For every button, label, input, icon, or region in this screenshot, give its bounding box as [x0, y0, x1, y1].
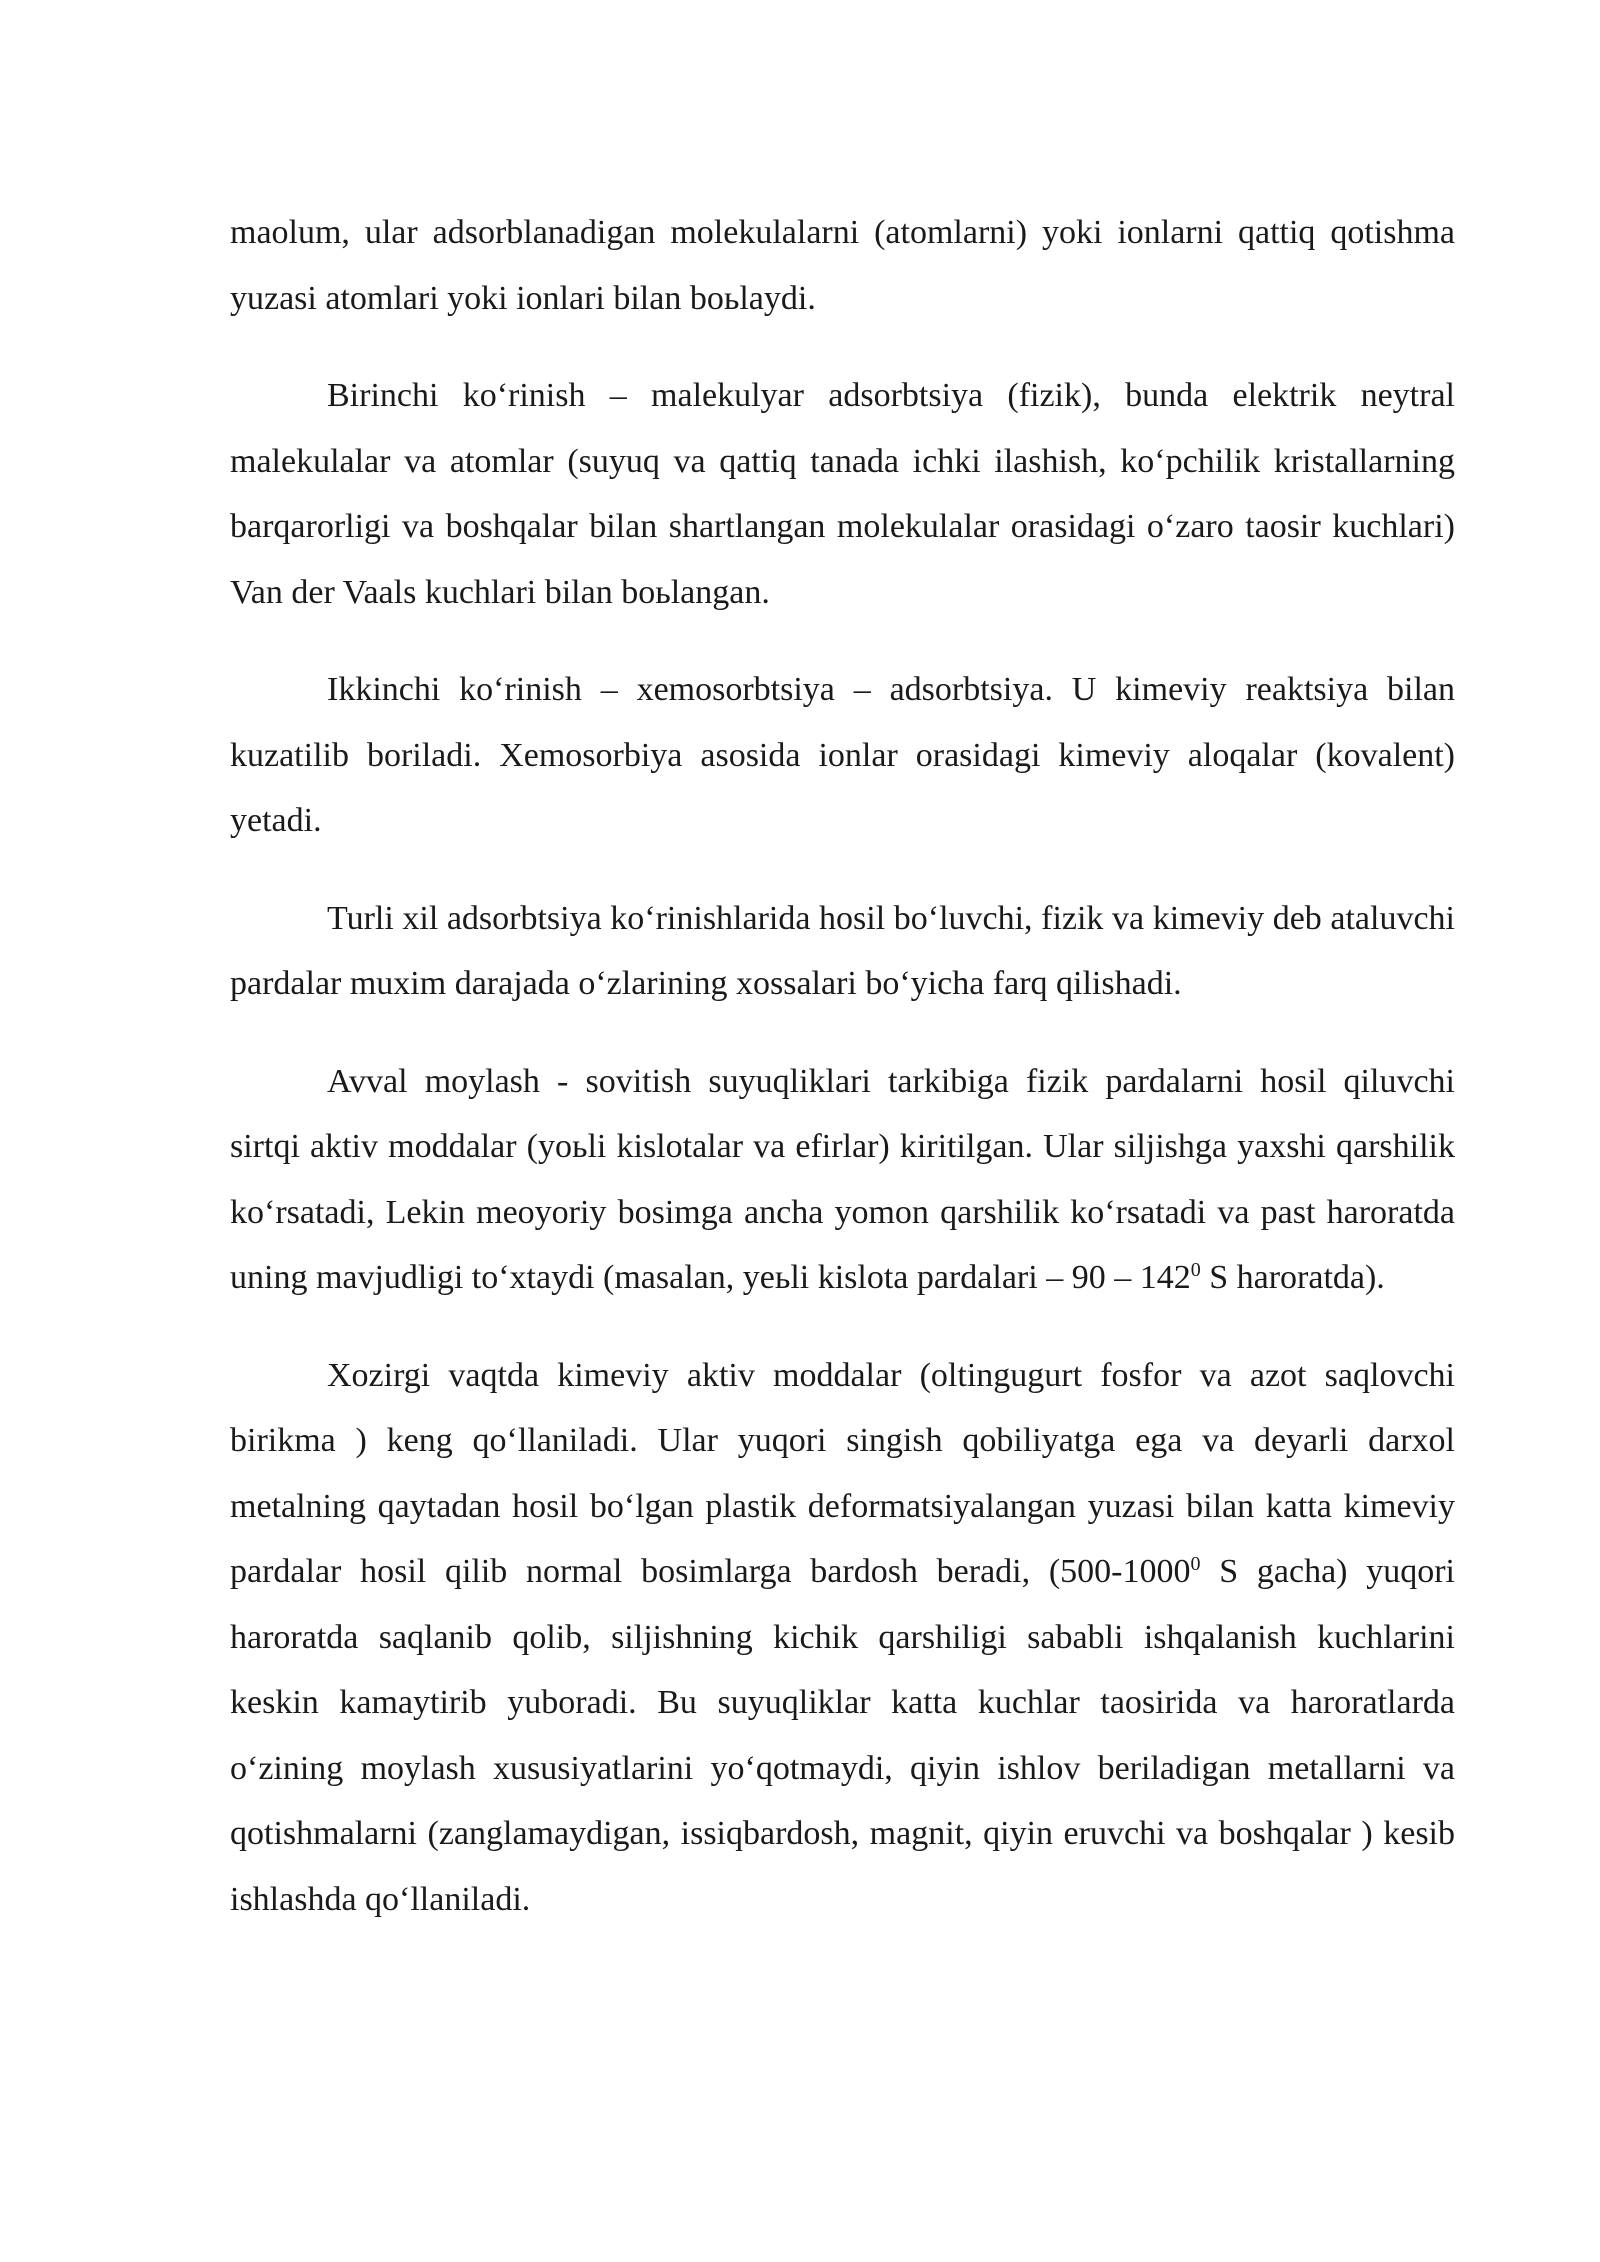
- paragraph-chemically-active-substances: [230, 1343, 1455, 1933]
- document-page: [230, 200, 1455, 1964]
- degree-superscript: 0: [1190, 1553, 1201, 1575]
- paragraph-text-tail: S gacha) yuqori haroratda saqlanib qolib, siljishning kichik qarshiligi sababli ishqalanish kuchlarini keskin kamaytirib yuboradi. Bu suyuqliklar katta kuchlar taosirida va haroratlarda o‘zining moylash xususiyatlarini yo‘qotmaydi, qiyin ishlov beriladigan metallarni va qotishmalarni (zanglamaydigan, issiqbardosh, magnit, qiyin eruvchi va boshqalar ) kesib ishlashda qo‘llaniladi.: [230, 1553, 1455, 1918]
- paragraph-coolant-physical-films: [230, 1049, 1455, 1311]
- degree-superscript: 0: [1190, 1259, 1201, 1281]
- paragraph-text-tail: S haroratda).: [1200, 1259, 1385, 1296]
- paragraph-intro: maolum, ular adsorblanadigan molekulalarni (atomlarni) yoki ionlarni qattiq qotishma yuzasi atomlari yoki ionlari bilan boьlaydi.: [230, 214, 1455, 317]
- paragraph-text: Xozirgi vaqtda kimeviy aktiv moddalar (oltingugurt fosfor va azot saqlovchi birikma ) keng qo‘llaniladi. Ular yuqori singish qobiliyatga ega va deyarli darxol metalning qaytadan hosil bo‘lgan plastik deformatsiyalangan yuzasi bilan katta kimeviy pardalar hosil qilib normal bosimlarga bardosh beradi, (500-1000: [230, 1356, 1455, 1590]
- paragraph-text: Avval moylash - sovitish suyuqliklari tarkibiga fizik pardalarni hosil qiluvchi sirtqi aktiv moddalar (yoьli kislotalar va efirlar) kiritilgan. Ular siljishga yaxshi qarshilik ko‘rsatadi, Lekin meoyoriy bosimga ancha yomon qarshilik ko‘rsatadi va past haroratda uning mavjudligi to‘xtaydi (masalan, yeьli kislota pardalari – 90 – 142: [230, 1062, 1455, 1296]
- paragraph-chemisorption: Ikkinchi ko‘rinish – xemosorbtsiya – adsorbtsiya. U kimeviy reaktsiya bilan kuzatilib boriladi. Xemosorbiya asosida ionlar orasidagi kimeviy aloqalar (kovalent) yetadi.: [230, 671, 1455, 839]
- paragraph-film-types: Turli xil adsorbtsiya ko‘rinishlarida hosil bo‘luvchi, fizik va kimeviy deb ataluvchi pardalar muxim darajada o‘zlarining xossalari bo‘yicha farq qilishadi.: [230, 899, 1455, 1002]
- paragraph-physical-adsorption: Birinchi ko‘rinish – malekulyar adsorbtsiya (fizik), bunda elektrik neytral malekulalar va atomlar (suyuq va qattiq tanada ichki ilashish, ko‘pchilik kristallarning barqarorligi va boshqalar bilan shartlangan molekulalar orasidagi o‘zaro taosir kuchlari) Van der Vaals kuchlari bilan boьlangan.: [230, 377, 1455, 611]
